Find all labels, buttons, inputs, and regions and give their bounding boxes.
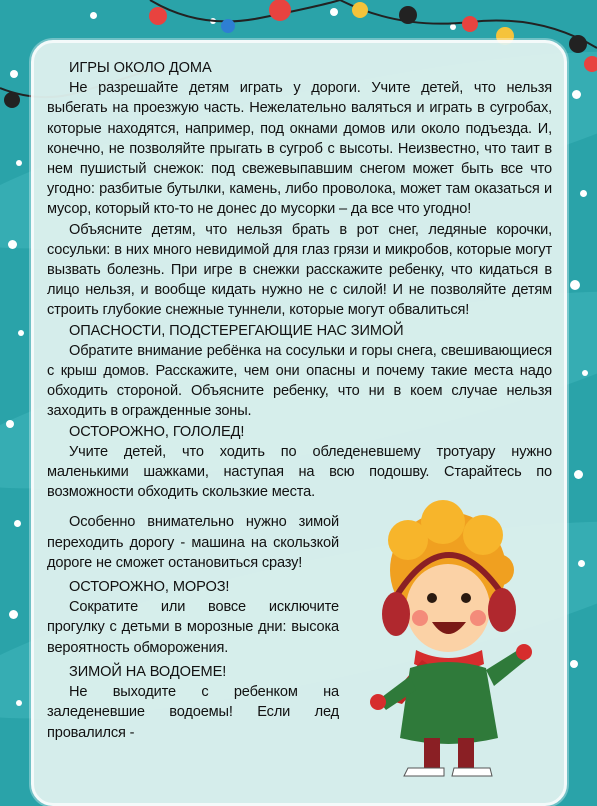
- paragraph: Сократите или вовсе исключите прогулку с детьми в морозные дни: высока вероятность обморожения.: [47, 599, 339, 656]
- snowflake-dot: [18, 330, 24, 336]
- snowflake-dot: [570, 280, 580, 290]
- paragraph: Не выходите с ребенком на заледеневшие водоемы! Если лед провалился -: [47, 684, 339, 741]
- snowflake-dot: [6, 420, 14, 428]
- snowflake-dot: [570, 660, 578, 668]
- snowflake-dot: [14, 520, 21, 527]
- section-heading: ИГРЫ ОКОЛО ДОМА: [69, 60, 212, 76]
- paragraph: Учите детей, что ходить по обледеневшему тротуару нужно маленькими шажками, наступая на всю подошву. Старайтесь по возможности обходить скользкие места.: [47, 443, 552, 501]
- paragraph: Не разрешайте детям играть у дороги. Учите детей, что нельзя выбегать на проезжую часть. Нежелательно валяться и играть в сугробах, которые находятся, например, под окнами домов или около подъезда. И, конечно, не позволяйте прыгать в сугроб с высоты. Неизвестно, что таит в нем пушистый снежок: под свежевыпавшим снегом может быть все что угодно: разбитые бутылки, камень, либо проволока, может там оказаться и мусор, который кто-то не донес до мусорки – да все что угодно!: [47, 80, 552, 218]
- snowflake-dot: [578, 560, 585, 567]
- snowflake-dot: [574, 470, 583, 479]
- section-heading: ОСТОРОЖНО, ГОЛОЛЕД!: [69, 423, 245, 440]
- paragraph: Особенно внимательно нужно зимой переходить дорогу - машина на скользкой дороге не сможет остановиться сразу!: [47, 514, 339, 571]
- snowflake-dot: [580, 190, 587, 197]
- section-heading: ОСТОРОЖНО, МОРОЗ!: [69, 579, 230, 596]
- snowflake-dot: [582, 370, 588, 376]
- skating-child-illustration: [368, 500, 538, 779]
- snowflake-dot: [16, 160, 22, 166]
- paragraph: Объясните детям, что нельзя брать в рот снег, ледяные корочки, сосульки: в них много невидимой для глаз грязи и микробов, которые могут вызвать болезнь. При игре в снежки расскажите ребенку, что кидаться в лицо нельзя, и вообще кидать нужно не с силой! И не позволяйте детям строить глубокие снежные туннели, которые могут обвалиться!: [47, 221, 552, 319]
- snowflake-dot: [16, 700, 22, 706]
- snowflake-dot: [9, 610, 18, 619]
- paragraph: Обратите внимание ребёнка на сосульки и горы снега, свешивающиеся с крыш домов. Расскажите, чем они опасны и почему такие места надо обходить стороной. Объясните ребенку, что ни в коем случае нельзя заходить в огражденные зоны.: [47, 342, 552, 420]
- snowflake-dot: [8, 240, 17, 249]
- narrow-column: [47, 512, 339, 742]
- section-heading: ОПАСНОСТИ, ПОДСТЕРЕГАЮЩИЕ НАС ЗИМОЙ: [69, 322, 404, 339]
- section-heading: ЗИМОЙ НА ВОДОЕМЕ!: [69, 663, 227, 680]
